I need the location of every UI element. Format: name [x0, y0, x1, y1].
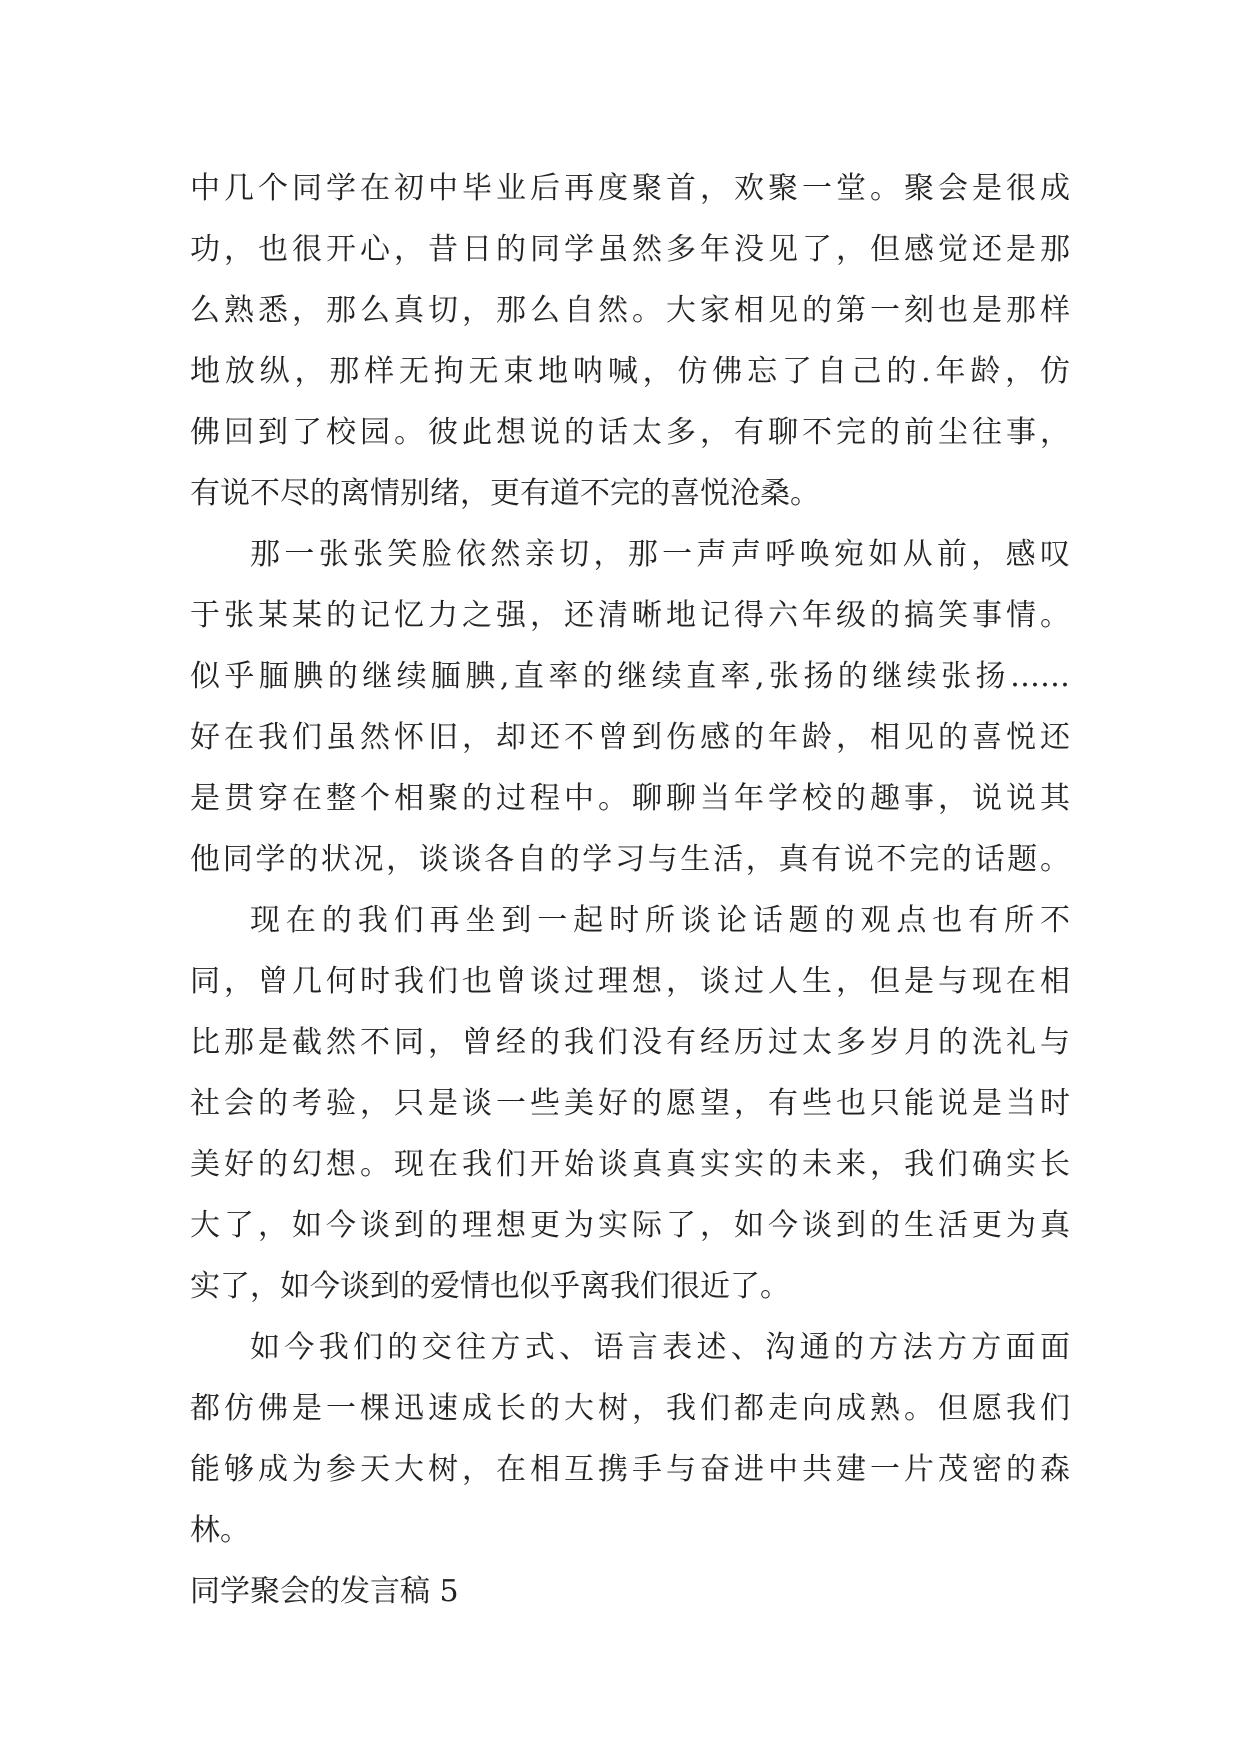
paragraph-2 [190, 524, 1070, 890]
text-line: 是贯穿在整个相聚的过程中。聊聊当年学校的趣事，说说其 [190, 781, 1070, 816]
text-line: 大了，如今谈到的理想更为实际了，如今谈到的生活更为真 [190, 1208, 1070, 1243]
text-line: 都仿佛是一棵迅速成长的大树，我们都走向成熟。但愿我们 [190, 1391, 1070, 1426]
text-line: 美好的幻想。现在我们开始谈真真实实的未来，我们确实长 [190, 1147, 1070, 1182]
text-line: 功，也很开心，昔日的同学虽然多年没见了，但感觉还是那 [190, 232, 1070, 267]
text-line: 那一张张笑脸依然亲切，那一声声呼唤宛如从前，感叹 [250, 537, 1070, 572]
text-line: 林。 [190, 1513, 250, 1548]
paragraph-3 [190, 890, 1070, 1317]
text-line: 他同学的状况，谈谈各自的学习与生活，真有说不完的话题。 [190, 842, 1070, 877]
text-line: 佛回到了校园。彼此想说的话太多，有聊不完的前尘往事， [190, 415, 1070, 450]
text-line: 现在的我们再坐到一起时所谈论话题的观点也有所不 [250, 903, 1070, 938]
text-line: 有说不尽的离情别绪，更有道不完的喜悦沧桑。 [190, 476, 820, 511]
text-line: 好在我们虽然怀旧，却还不曾到伤感的年龄，相见的喜悦还 [190, 720, 1070, 755]
text-line: 能够成为参天大树，在相互携手与奋进中共建一片茂密的森 [190, 1452, 1070, 1487]
text-line: 于张某某的记忆力之强，还清晰地记得六年级的搞笑事情。 [190, 598, 1070, 633]
text-line: 社会的考验，只是谈一些美好的愿望，有些也只能说是当时 [190, 1086, 1070, 1121]
text-line: 似乎腼腆的继续腼腆,直率的继续直率,张扬的继续张扬…… [190, 659, 1070, 694]
text-line: 实了，如今谈到的爱情也似乎离我们很近了。 [190, 1269, 790, 1304]
text-line: 中几个同学在初中毕业后再度聚首，欢聚一堂。聚会是很成 [190, 171, 1070, 206]
text-line: 如今我们的交往方式、语言表述、沟通的方法方方面面 [250, 1330, 1070, 1365]
text-line: 同，曾几何时我们也曾谈过理想，谈过人生，但是与现在相 [190, 964, 1070, 999]
paragraph-1 [190, 158, 1070, 524]
text-line: 比那是截然不同，曾经的我们没有经历过太多岁月的洗礼与 [190, 1025, 1070, 1060]
document-body [190, 158, 1070, 1622]
text-line: 地放纵，那样无拘无束地呐喊，仿佛忘了自己的.年龄，仿 [190, 354, 1070, 389]
paragraph-4 [190, 1317, 1070, 1561]
section-heading: 同学聚会的发言稿 5 [190, 1574, 459, 1609]
text-line: 么熟悉，那么真切，那么自然。大家相见的第一刻也是那样 [190, 293, 1070, 328]
